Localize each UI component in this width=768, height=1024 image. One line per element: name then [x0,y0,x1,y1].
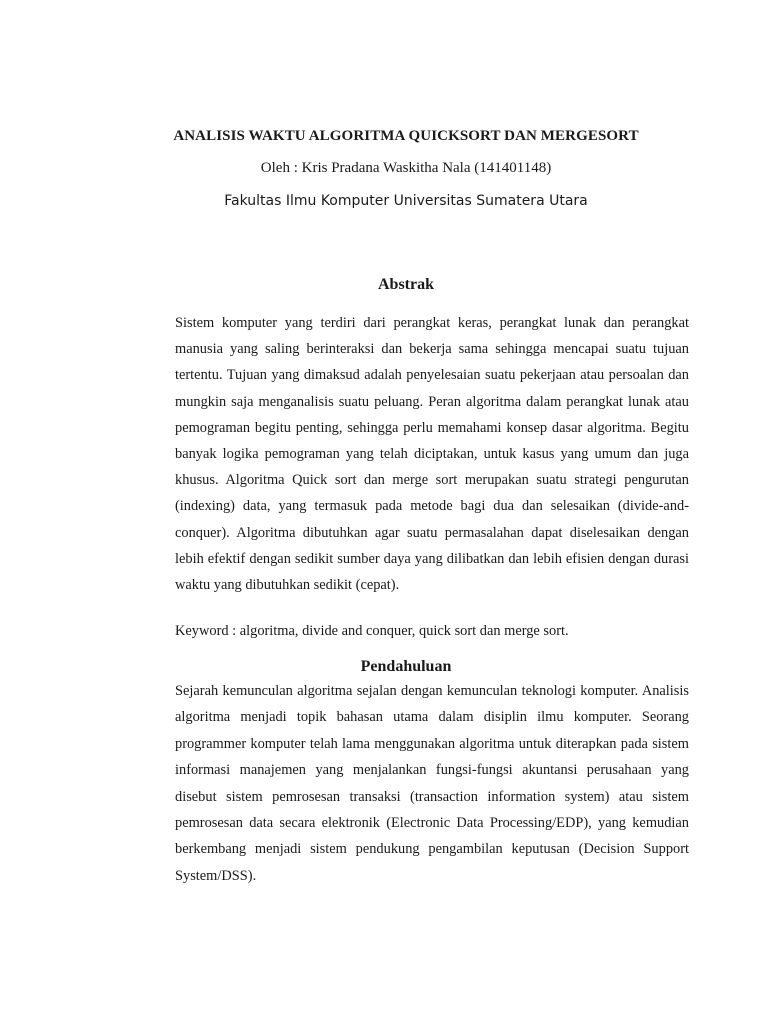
abstract-heading: Abstrak [377,276,434,293]
introduction-heading: Pendahuluan [360,658,452,675]
introduction-body: Sejarah kemunculan algoritma sejalan dengan kemunculan teknologi komputer. Analisis algoritma menjadi topik bahasan utama dalam disiplin ilmu komputer. Seorang programmer komputer telah lama menggunakan algoritma untuk diterapkan pada sistem informasi manajemen yang menjalankan fungsi-fungsi akuntansi perusahaan yang disebut sistem pemrosesan transaksi (transaction information system) atau sistem pemrosesan data secara elektronik (Electronic Data Processing/EDP), yang kemudian berkembang menjadi sistem pendukung pengambilan keputusan (Decision Support System/DSS). [175,683,689,884]
author-line: Oleh : Kris Pradana Waskitha Nala (141401148) [260,160,552,176]
abstract-body: Sistem komputer yang terdiri dari perangkat keras, perangkat lunak dan perangkat manusia yang saling berinteraksi dan bekerja sama sehingga mencapai suatu tujuan tertentu. Tujuan yang dimaksud adalah penyelesaian suatu pekerjaan atau persoalan dan mungkin saja menganalisis suatu peluang. Peran algoritma dalam perangkat lunak atau pemograman begitu penting, sehingga perlu memahami konsep dasar algoritma. Begitu banyak logika pemograman yang telah diciptakan, untuk kasus yang umum dan juga khusus. Algoritma Quick sort dan merge sort merupakan suatu strategi pengurutan (indexing) data, yang termasuk pada metode bagi dua dan selesaikan (divide-and-conquer). Algoritma dibutuhkan agar suatu permasalahan dapat diselesaikan dengan lebih efektif dengan sedikit sumber daya yang dilibatkan dan lebih efisien dengan durasi waktu yang dibutuhkan sedikit (cepat). [175,315,689,594]
paper-title: ANALISIS WAKTU ALGORITMA QUICKSORT DAN MERGESORT [173,128,639,144]
affiliation-line: Fakultas Ilmu Komputer Universitas Sumatera Utara [224,193,588,209]
keywords-line: Keyword : algoritma, divide and conquer, quick sort dan merge sort. [175,623,569,639]
